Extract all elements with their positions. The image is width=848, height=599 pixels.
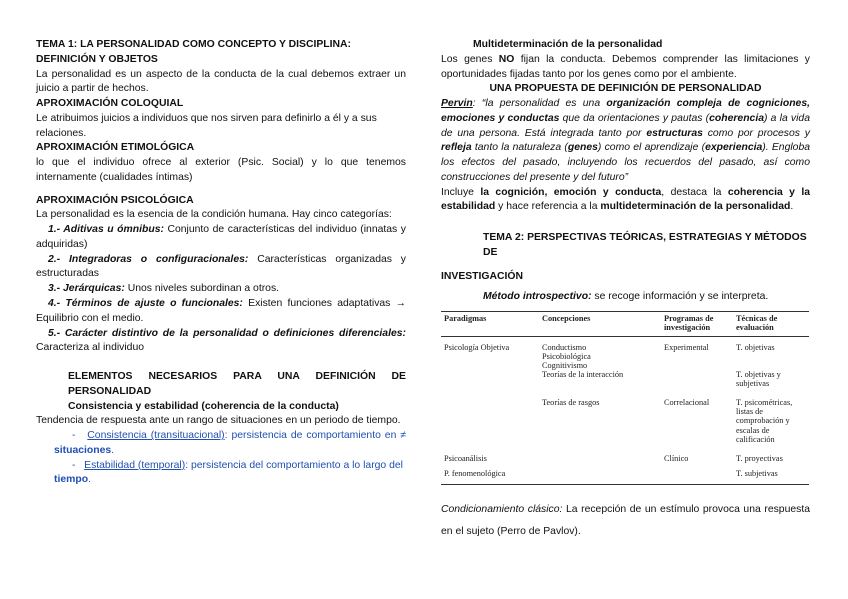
- category-text: Unos niveles subordinan a otros.: [124, 283, 280, 295]
- metodo-desc: se recoge información y se interpreta.: [591, 291, 769, 303]
- paradigms-table: [441, 311, 809, 485]
- category-label: 2.- Integradoras o configuracionales:: [48, 253, 249, 265]
- table-cell: Psicoanálisis: [444, 453, 487, 463]
- text-run-bold: experiencia: [705, 142, 763, 154]
- table-cell: Correlacional: [664, 398, 710, 408]
- text-run: ) como el aprendizaje (: [597, 142, 706, 154]
- category-item: [36, 327, 406, 357]
- text-run-bold: coherencia y la estabilidad: [441, 186, 810, 213]
- category-item: [36, 297, 406, 327]
- incluye-text: [441, 186, 810, 216]
- table-cell: T. psicométricas, listas de comprobación y escalas de calificación: [736, 398, 793, 444]
- spacer: [36, 356, 406, 370]
- text-run: fijan la conducta. Debemos comprender las limitaciones y oportunidades fijadas tanto por los genes como por el ambiente.: [441, 53, 810, 80]
- category-item: [36, 253, 406, 283]
- tema1-title: TEMA 1: LA PERSONALIDAD COMO CONCEPTO Y DISCIPLINA: DEFINICIÓN Y OBJETOS: [36, 39, 352, 65]
- table-cell: [539, 465, 661, 485]
- pervin-definition: [441, 97, 810, 186]
- table-row: [441, 465, 809, 485]
- text-run: , destaca la: [661, 186, 728, 198]
- table-header-row: [441, 312, 809, 336]
- text-run: .: [790, 201, 794, 213]
- bullet-text: : persistencia del comportamiento a lo largo del: [185, 459, 403, 471]
- text-run-bold: NO: [498, 53, 515, 65]
- table-row: [441, 390, 809, 446]
- condicionamiento-desc: La recepción de un estímulo provoca una respuesta en el sujeto (Perro de Pavlov).: [441, 504, 810, 537]
- header-cell: Técnicas de evaluación: [733, 312, 809, 336]
- table-cell: T. proyectivas: [736, 453, 783, 463]
- table-cell: T. objetivas T. objetivas y subjetivas: [736, 342, 781, 388]
- bullet-consistencia: [36, 429, 406, 459]
- metodo-label: Método introspectivo:: [483, 291, 592, 303]
- text-run: que da orientaciones y pautas (: [559, 112, 710, 124]
- condicionamiento-text: [441, 499, 810, 543]
- category-text: Existen funciones adaptativas → Equilibrio con el medio.: [36, 298, 407, 324]
- text-run: como por procesos y: [702, 127, 810, 139]
- bullet-bold: tiempo: [54, 474, 89, 486]
- text-run: Incluye: [441, 186, 481, 198]
- category-label: 3.- Jerárquicas:: [48, 283, 125, 295]
- spacer: [441, 261, 810, 270]
- text-run-bold: coherencia: [709, 112, 765, 124]
- text-run: tanto la naturaleza (: [471, 142, 568, 154]
- table-cell: P. fenomenológica: [441, 465, 539, 485]
- text-run-bold: multideterminación de la personalidad: [600, 201, 791, 213]
- bullet-term: Estabilidad (temporal): [84, 459, 186, 471]
- table-cell: T. subjetivas: [733, 465, 809, 485]
- table-cell: [441, 390, 539, 446]
- header-cell: Programas de investigación: [661, 312, 733, 336]
- category-text: Características organizadas y estructuradas: [36, 253, 406, 280]
- etimologica-text: lo que el individuo ofrece al exterior (Psic. Social) y lo que tenemos internamente (cualidades íntimas): [36, 157, 406, 183]
- category-label: 4.- Términos de ajuste o funcionales:: [48, 298, 243, 310]
- spacer: [441, 485, 810, 499]
- multi-title: Multideterminación de la personalidad: [473, 39, 663, 50]
- text-run: Los genes: [441, 53, 499, 65]
- text-run: ) a la vida de una persona. Está integrada tanto por: [441, 112, 810, 139]
- bullet-dash: -: [72, 430, 76, 442]
- bullet-text: : persistencia de comportamiento en ≠: [224, 430, 406, 442]
- metodo-text: [441, 290, 810, 305]
- coloquial-title: APROXIMACIÓN COLOQUIAL: [36, 98, 184, 110]
- condicionamiento-label: Condicionamiento clásico:: [441, 504, 563, 515]
- propuesta-title: UNA PROPUESTA DE DEFINICIÓN DE PERSONALIDAD: [489, 83, 762, 95]
- bullet-end: .: [111, 444, 115, 456]
- table-cell: Conductismo Psicobiológica Cognitivismo Teorías de la interacción: [542, 342, 624, 379]
- etimologica-title: APROXIMACIÓN ETIMOLÓGICA: [36, 142, 195, 154]
- bullet-dash: -: [72, 459, 76, 471]
- table-cell: [661, 465, 733, 485]
- table-cell: Psicología Objetiva: [444, 342, 510, 352]
- pervin-name: Pervin: [441, 98, 473, 110]
- elementos-title: ELEMENTOS NECESARIOS PARA UNA DEFINICIÓN DE PERSONALIDAD: [68, 371, 406, 397]
- text-run-bold: la cognición, emoción y conducta: [480, 186, 662, 198]
- table-cell: [539, 446, 661, 465]
- text-run: ). Engloba los efectos del pasado, incluyendo los recuerdos del pasado, así como construcciones del presente y del futuro”: [441, 142, 811, 183]
- table-cell: Clínico: [664, 453, 689, 463]
- category-label: 5.- Carácter distintivo de la personalidad o definiciones diferenciales:: [48, 327, 406, 339]
- table-row: [441, 336, 809, 390]
- tema2-title-cont: INVESTIGACIÓN: [441, 270, 523, 282]
- text-run-bold: organización compleja de cogniciones, emociones y conductas: [441, 98, 810, 124]
- bullet-end: .: [88, 474, 91, 486]
- text-run-bold: genes: [567, 142, 598, 154]
- bullet-term: Consistencia (transituacional): [87, 430, 225, 442]
- multi-text: [441, 53, 810, 83]
- category-item: [36, 223, 406, 253]
- category-text: Conjunto de características del individuo (innatas y adquiridas): [36, 224, 407, 250]
- psicologica-title: APROXIMACIÓN PSICOLÓGICA: [36, 194, 194, 206]
- text-run-bold: refleja: [441, 142, 472, 154]
- table-cell: Teorías de rasgos: [542, 398, 600, 408]
- bullet-bold: situaciones: [54, 444, 112, 456]
- consistencia-text: Tendencia de respuesta ante un rango de situaciones en un periodo de tiempo.: [36, 415, 401, 427]
- psicologica-text: La personalidad es la esencia de la condición humana. Hay cinco categorías:: [36, 209, 392, 221]
- header-cell: Concepciones: [539, 312, 661, 336]
- header-cell: Paradigmas: [441, 312, 539, 336]
- table-cell: Experimental: [664, 342, 709, 352]
- spacer: [441, 215, 810, 231]
- right-column: [441, 38, 810, 543]
- category-item: [36, 282, 406, 297]
- bullet-estabilidad: [36, 459, 406, 489]
- coloquial-text: Le atribuimos juicios a individuos que nos sirven para definirlo a él y a sus relaciones.: [36, 112, 377, 139]
- text-run: y hace referencia a la: [495, 201, 601, 213]
- category-label: 1.- Aditivas u ómnibus:: [48, 224, 164, 236]
- intro-text: La personalidad es un aspecto de la conducta de la cual debemos extraer un juicio a partir de hechos.: [36, 68, 406, 95]
- tema2-title: TEMA 2: PERSPECTIVAS TEÓRICAS, ESTRATEGIAS Y MÉTODOS DE: [483, 232, 807, 258]
- left-column: [36, 38, 406, 488]
- text-run-bold: estructuras: [646, 127, 703, 139]
- consistencia-title: Consistencia y estabilidad (coherencia de la conducta): [68, 400, 339, 412]
- text-run: : “la personalidad es una: [472, 98, 607, 110]
- table-row: [441, 446, 809, 465]
- spacer: [36, 186, 406, 194]
- category-text: Caracteriza al individuo: [36, 342, 145, 354]
